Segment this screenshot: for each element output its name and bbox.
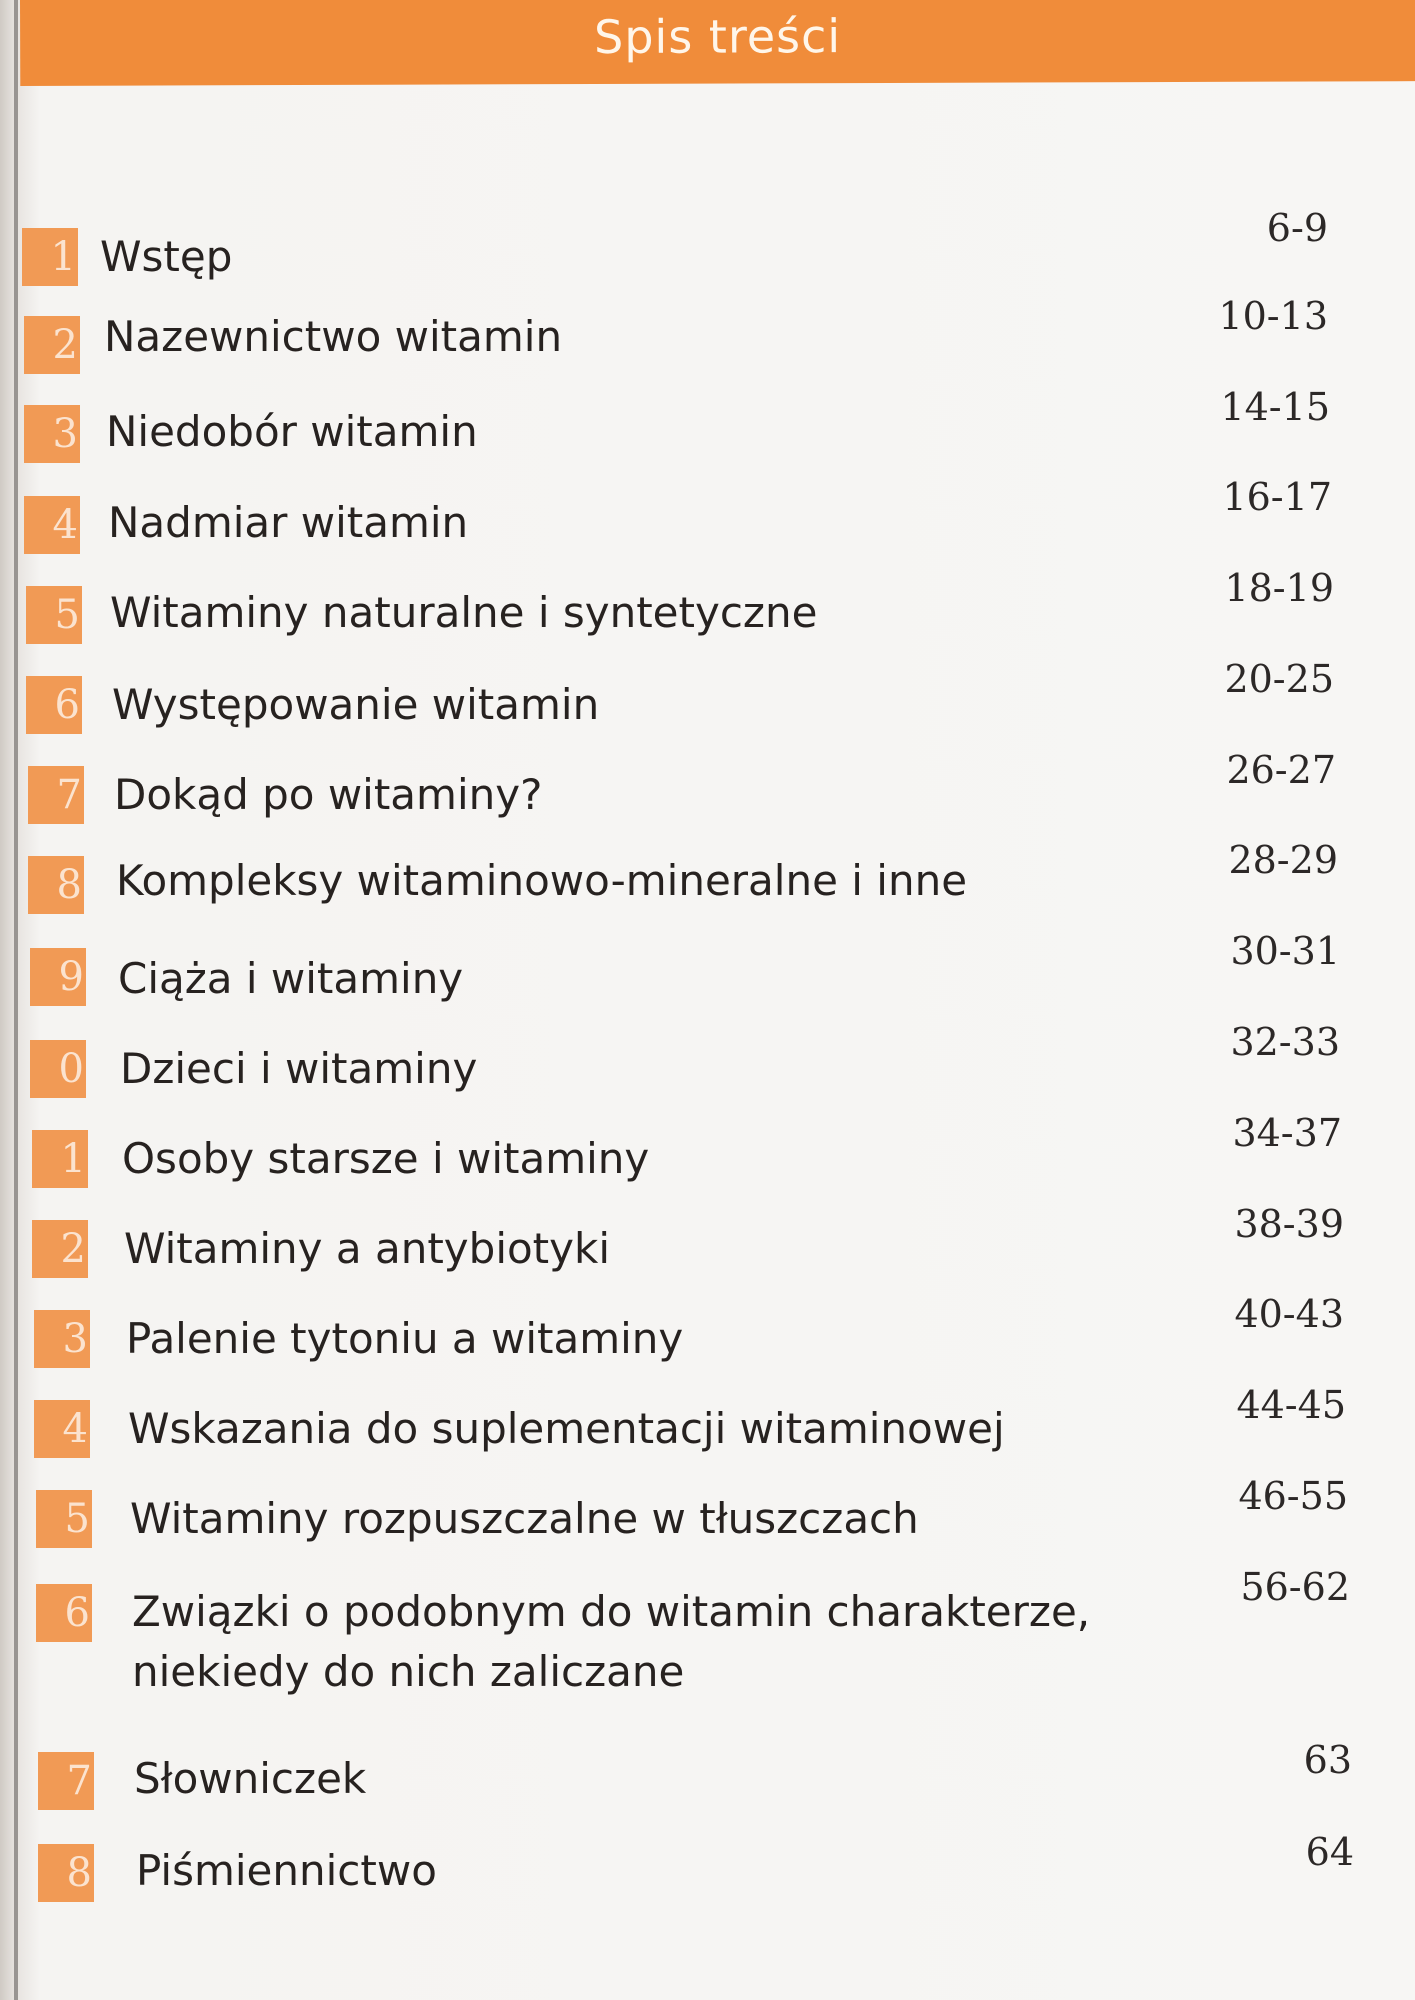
chapter-title: Witaminy rozpuszczalne w tłuszczach: [130, 1494, 919, 1543]
chapter-pages: 34-37: [1232, 1111, 1342, 1155]
chapter-pages: 32-33: [1230, 1020, 1340, 1064]
chapter-pages: 6-9: [1266, 206, 1328, 250]
chapter-title: Witaminy a antybiotyki: [124, 1224, 610, 1273]
chapter-number-tab: 1: [32, 1130, 88, 1188]
chapter-number-tab: 0: [30, 1040, 86, 1098]
chapter-pages: 56-62: [1240, 1565, 1350, 1609]
chapter-title: Ciąża i witaminy: [118, 954, 464, 1003]
chapter-title: Wskazania do suplementacji witaminowej: [128, 1404, 1005, 1453]
chapter-title: Dzieci i witaminy: [120, 1044, 478, 1093]
chapter-pages: 30-31: [1230, 929, 1340, 973]
chapter-number-tab: 6: [36, 1584, 92, 1642]
chapter-title: Wstęp: [100, 232, 233, 281]
chapter-title: Słowniczek: [134, 1754, 367, 1803]
chapter-number-tab: 2: [24, 316, 80, 374]
chapter-title: Niedobór witamin: [106, 407, 478, 456]
chapter-number-tab: 3: [24, 405, 80, 463]
chapter-title: Związki o podobnym do witamin charakterze, niekiedy do nich zaliczane: [132, 1587, 1091, 1696]
chapter-pages: 64: [1305, 1830, 1354, 1874]
chapter-pages: 44-45: [1236, 1383, 1346, 1427]
chapter-pages: 28-29: [1228, 838, 1338, 882]
chapter-number-tab: 1: [22, 228, 78, 286]
chapter-pages: 26-27: [1226, 748, 1336, 792]
chapter-title: Nazewnictwo witamin: [104, 312, 563, 361]
chapter-number-tab: 8: [28, 856, 84, 914]
chapter-number-tab: 4: [24, 496, 80, 554]
chapter-title: Występowanie witamin: [112, 680, 600, 729]
chapter-number-tab: 2: [32, 1220, 88, 1278]
chapter-number-tab: 6: [26, 676, 82, 734]
chapter-number-tab: 5: [36, 1490, 92, 1548]
chapter-pages: 20-25: [1224, 657, 1334, 701]
chapter-title: Osoby starsze i witaminy: [122, 1134, 650, 1183]
chapter-pages: 14-15: [1220, 385, 1330, 429]
chapter-number-tab: 8: [38, 1844, 94, 1902]
chapter-title: Piśmiennictwo: [136, 1846, 437, 1895]
chapter-title: Palenie tytoniu a witaminy: [126, 1314, 684, 1363]
chapter-pages: 46-55: [1238, 1474, 1348, 1518]
chapter-pages: 40-43: [1234, 1292, 1344, 1336]
chapter-title: Nadmiar witamin: [108, 498, 469, 547]
chapter-pages: 10-13: [1218, 294, 1328, 338]
chapter-title: Kompleksy witaminowo-mineralne i inne: [116, 856, 968, 905]
chapter-number-tab: 9: [30, 948, 86, 1006]
chapter-pages: 16-17: [1222, 475, 1332, 519]
page-title: Spis treści: [594, 9, 842, 64]
chapter-number-tab: 3: [34, 1310, 90, 1368]
chapter-title: Witaminy naturalne i syntetyczne: [110, 588, 818, 637]
chapter-number-tab: 4: [34, 1400, 90, 1458]
chapter-number-tab: 7: [38, 1752, 94, 1810]
chapter-title: Dokąd po witaminy?: [114, 770, 543, 819]
chapter-number-tab: 5: [26, 586, 82, 644]
chapter-pages: 18-19: [1224, 566, 1334, 610]
chapter-pages: 38-39: [1234, 1202, 1344, 1246]
chapter-number-tab: 7: [28, 766, 84, 824]
chapter-pages: 63: [1303, 1738, 1352, 1782]
